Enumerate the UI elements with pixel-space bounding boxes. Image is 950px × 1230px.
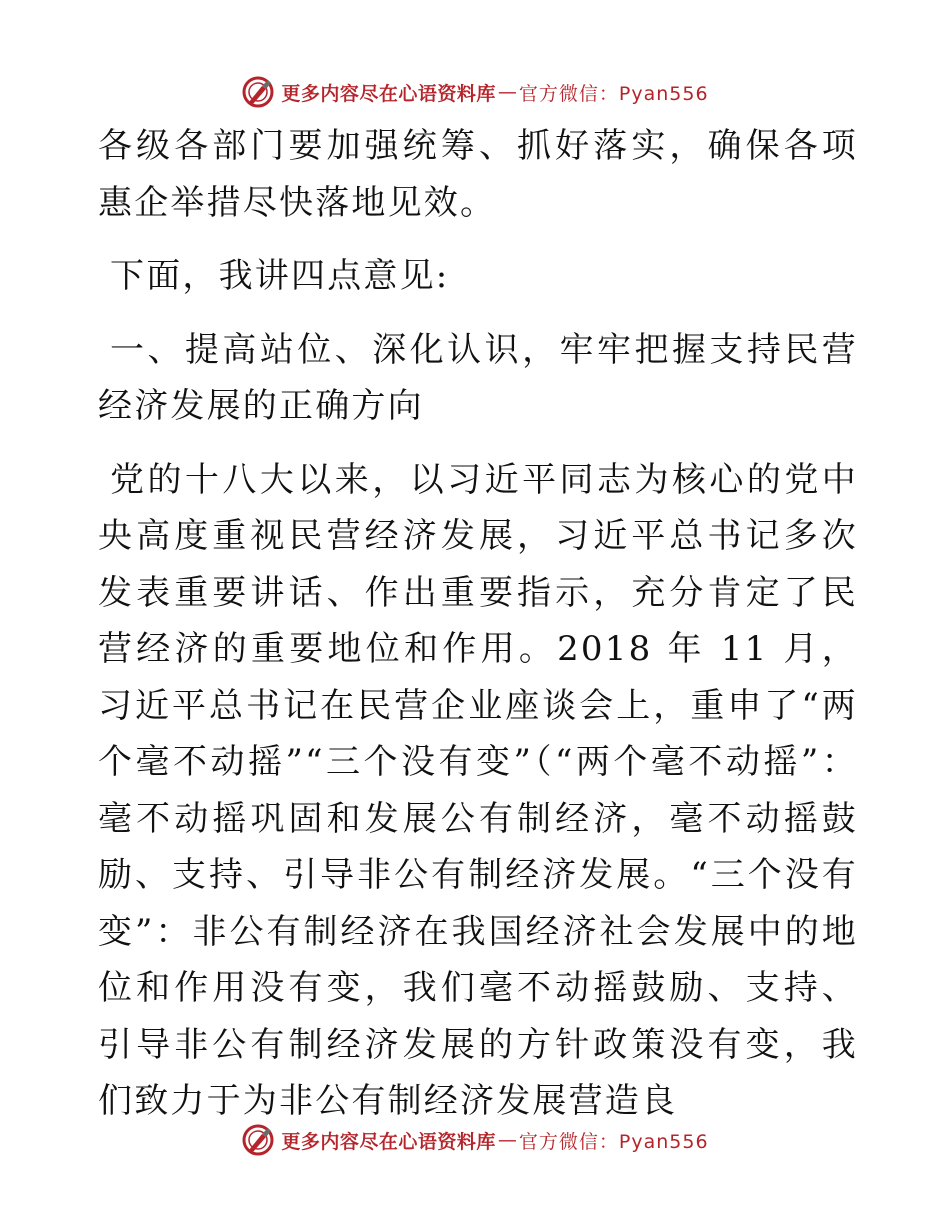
banner-dash: —: [497, 81, 517, 103]
header-banner: [0, 72, 950, 112]
paragraph-1: 各级各部门要加强统筹、抓好落实，确保各项惠企举措尽快落地见效。: [98, 126, 858, 223]
section-heading-1: 一、提高站位、深化认识，牢牢把握支持民营经济发展的正确方向: [98, 329, 858, 426]
banner-wechat: 官方微信：Pyan556: [518, 1130, 709, 1153]
banner-title: 更多内容尽在心语资料库: [281, 1130, 496, 1153]
paragraph-3: 党的十八大以来，以习近平同志为核心的党中央高度重视民营经济发展，习近平总书记多次发表重要讲话、作出重要指示，充分肯定了民营经济的重要地位和作用。2018 年 11 月，习近平总书记在民营企业座谈会上，重申了“两个毫不动摇”“三个没有变”（“两个毫不动摇”：毫不动摇巩固和发展公有制经济，毫不动摇鼓励、支持、引导非公有制经济发展。“三个没有变”：非公有制经济在我国经济社会发展中的地位和作用没有变，我们毫不动摇鼓励、支持、引导非公有制经济发展的方针政策没有变，我们致力于为非公有制经济发展营造良: [98, 459, 858, 1121]
footer-banner: [0, 1120, 950, 1160]
document-body: [98, 118, 858, 1130]
pen-nib-logo-icon: [241, 1123, 275, 1157]
banner-title: 更多内容尽在心语资料库: [281, 82, 496, 105]
paragraph-2: 下面，我讲四点意见:: [110, 256, 450, 296]
banner-wechat: 官方微信：Pyan556: [518, 82, 709, 105]
pen-nib-logo-icon: [241, 75, 275, 109]
banner-dash: —: [497, 1129, 517, 1151]
